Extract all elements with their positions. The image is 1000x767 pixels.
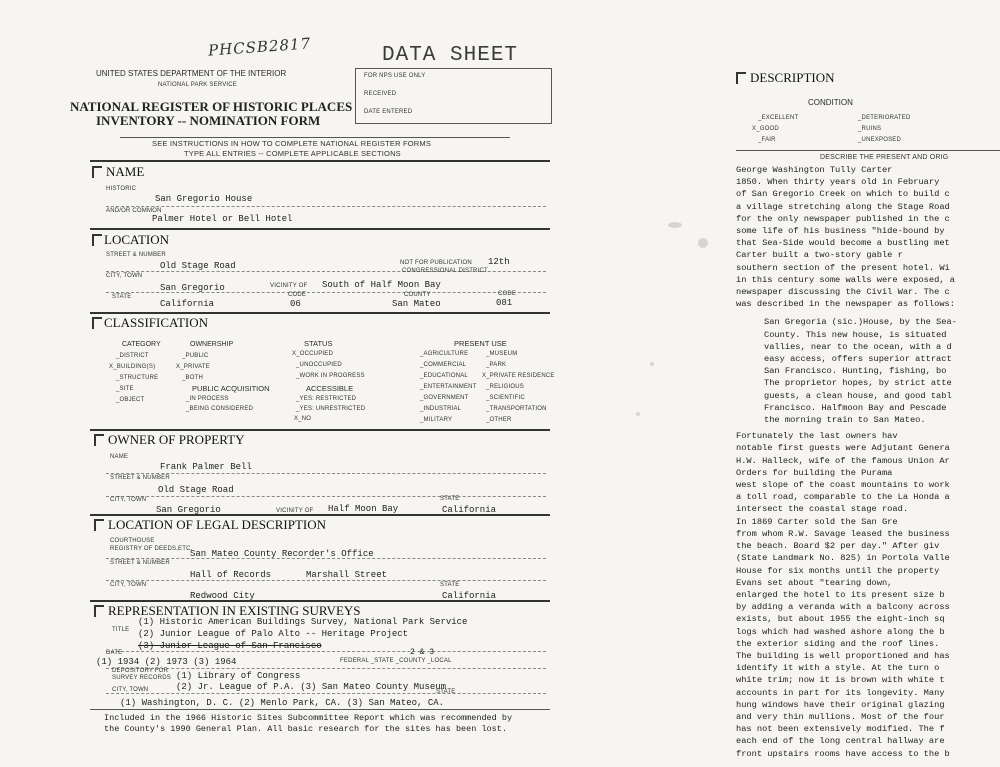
use-a-6: _INDUSTRIAL [420, 406, 462, 412]
survey-date-label: DATE [106, 650, 123, 656]
survey-title-label: TITLE [112, 627, 130, 633]
use-a-4: _ENTERTAINMENT [420, 384, 477, 390]
condition-a-3: _FAIR [758, 137, 776, 143]
depository-city-label: CITY, TOWN [112, 687, 149, 693]
desc-line: notable first guests were Adjutant Genera [736, 443, 950, 454]
use-a-3: _EDUCATIONAL [420, 373, 468, 379]
desc-line: Fortunately the last owners hav [736, 431, 898, 442]
stamp-line-3: DATE ENTERED [364, 109, 413, 115]
nps-stamp-box [355, 68, 552, 124]
survey-note-1: Included in the 1966 Historic Sites Subcommittee Report which was recommended by [104, 713, 513, 723]
owner-street-label: STREET & NUMBER [110, 475, 170, 481]
location-city-label: CITY, TOWN [106, 273, 143, 279]
vicinity-value: South of Half Moon Bay [322, 280, 441, 290]
use-b-2: _PARK [486, 362, 507, 368]
stamp-line-1: FOR NPS USE ONLY [364, 73, 426, 79]
desc-line: (State Landmark No. 825) in Portola Valle [736, 553, 950, 564]
desc-line: southern section of the present hotel. Wi [736, 262, 950, 273]
stamp-line-2: RECEIVED [364, 91, 397, 97]
col-category: CATEGORY [122, 341, 161, 348]
condition-b-1: _DETERIORATED [858, 115, 911, 121]
survey-dates: (1) 1934 (2) 1973 (3) 1964 [96, 657, 237, 667]
desc-line: front upstairs rooms have access to the b [736, 748, 950, 759]
desc-line: a toll road, comparable to the La Honda a [736, 492, 950, 503]
use-b-7: _OTHER [486, 417, 512, 423]
description-body [736, 164, 1000, 760]
acquisition-heading: PUBLIC ACQUISITION [192, 384, 270, 393]
depository-label-1: DEPOSITORY FOR [112, 668, 169, 674]
desc-line: House for six months until the property [736, 565, 940, 576]
quote-line: vallies, near to the ocean, with a d [764, 341, 952, 352]
state-label: STATE [112, 294, 132, 300]
historic-label: HISTORIC [106, 186, 137, 192]
section-legal-heading: LOCATION OF LEGAL DESCRIPTION [108, 517, 326, 532]
quote-line: The proprietor hopes, by strict atte [764, 378, 952, 389]
desc-line: accounts in part for its longevity. Many [736, 687, 945, 698]
desc-line: the exterior siding and the roof lines. [736, 638, 940, 649]
use-b-6: _TRANSPORTATION [486, 406, 547, 412]
section-description-heading: DESCRIPTION [750, 70, 835, 85]
historic-value: San Gregorio House [155, 194, 253, 204]
agency-line-1: UNITED STATES DEPARTMENT OF THE INTERIOR [96, 69, 287, 78]
desc-line: The building is well proportioned and has [736, 650, 950, 661]
district-value: 12th [488, 257, 510, 267]
desc-line: logs which had washed ashore along the b [736, 626, 945, 637]
state-code-value: 06 [290, 299, 301, 309]
district-label: CONGRESSIONAL DISTRICT [402, 268, 488, 274]
handwritten-id: PHCSB2817 [207, 34, 312, 60]
quote-line: Francisco. Halfmoon Bay and Pescade [764, 402, 947, 413]
ownership-1: _PUBLIC [182, 353, 209, 359]
county-value: San Mateo [392, 299, 441, 309]
category-3: _STRUCTURE [116, 375, 159, 381]
owner-city-label: CITY, TOWN [110, 497, 147, 503]
desc-line: newspaper discussing the Civil War. The c [736, 287, 950, 298]
courthouse-label-1: COURTHOUSE [110, 538, 155, 544]
desc-line: intersect the coastal stage road. [736, 504, 909, 515]
quote-line: County. This new house, is situated [764, 329, 947, 340]
quote-line: San Gregoria (sic.)House, by the Sea- [764, 317, 957, 328]
desc-line: 1850. When thirty years old in February [736, 177, 940, 188]
use-a-7: _MILITARY [420, 417, 453, 423]
desc-line: exists, but about 1955 the eight-inch sq [736, 614, 945, 625]
desc-line: west slope of the coast mountains to work [736, 480, 950, 491]
category-1: _DISTRICT [116, 353, 149, 359]
desc-line: by adding a veranda with a balcony across [736, 602, 950, 613]
section-surveys-heading: REPRESENTATION IN EXISTING SURVEYS [108, 603, 361, 618]
desc-line: from whom R.W. Savage leased the business [736, 528, 950, 539]
status-2: _UNOCCUPIED [296, 362, 342, 368]
desc-line: a village stretching along the Stage Road [736, 201, 950, 212]
accessible-1: _YES: RESTRICTED [296, 396, 357, 402]
status-1: X_OCCUPIED [292, 351, 334, 357]
agency-line-2: NATIONAL PARK SERVICE [158, 82, 237, 88]
owner-vicinity-value: Half Moon Bay [328, 504, 399, 514]
condition-b-3: _UNEXPOSED [858, 137, 902, 143]
common-value: Palmer Hotel or Bell Hotel [152, 214, 293, 224]
accessible-3: X_NO [294, 416, 312, 422]
desc-line: has not been extensively modified. The f [736, 724, 945, 735]
legal-city-label: CITY, TOWN [110, 582, 147, 588]
survey-title-1: (1) Historic American Buildings Survey, National Park Service [138, 617, 468, 627]
not-for-publication-label: NOT FOR PUBLICATION [400, 260, 472, 266]
desc-line: George Washington Tully Carter [736, 165, 893, 175]
use-b-5: _SCIENTIFIC [486, 395, 525, 401]
desc-line: that Sea-Side would become a bustling met [736, 238, 950, 249]
legal-street-value-1: Hall of Records [190, 570, 272, 580]
survey-levels-num: 2 & 3 [410, 648, 435, 657]
county-code-label: CODE [498, 291, 517, 297]
desc-line: for the only newspaper published in the c [736, 213, 950, 224]
courthouse-value: San Mateo County Recorder's Office [190, 549, 374, 559]
desc-line: hung windows have their original glazing [736, 699, 945, 710]
survey-levels: FEDERAL _STATE _COUNTY _LOCAL [340, 658, 452, 664]
ownership-2: X_PRIVATE [176, 364, 210, 370]
col-present-use: PRESENT USE [454, 339, 507, 348]
survey-title-2: (2) Junior League of Palo Alto -- Heritage Project [138, 629, 409, 639]
courthouse-label-2: REGISTRY OF DEEDS,ETC. [110, 546, 193, 552]
desc-line: Carter built a two-story gable r [736, 250, 903, 261]
legal-city-value: Redwood City [190, 591, 255, 601]
desc-line: and very thin mullions. Most of the four [736, 711, 945, 722]
use-a-2: _COMMERCIAL [420, 362, 467, 368]
section-classification-heading: CLASSIFICATION [104, 315, 209, 330]
depository-2: (2) Jr. League of P.A. (3) San Mateo County Museum [176, 682, 447, 692]
owner-state-value: California [442, 505, 497, 515]
newspaper-quote [736, 316, 1000, 426]
legal-street-label: STREET & NUMBER [110, 560, 170, 566]
state-value: California [160, 299, 215, 309]
quote-line: the morning train to San Mateo. [764, 415, 926, 426]
desc-line: identify it with a style. At the turn o [736, 663, 940, 674]
desc-line: In 1869 Carter sold the San Gre [736, 516, 898, 527]
desc-line: of San Gregorio Creek on which to build c [736, 189, 950, 200]
legal-state-label: STATE [440, 582, 460, 588]
acquisition-1: _IN PROCESS [186, 396, 229, 402]
state-code-label: CODE [288, 292, 307, 298]
section-owner-heading: OWNER OF PROPERTY [108, 432, 245, 447]
survey-note-2: the County's 1990 General Plan. All basic research for the sites has been lost. [104, 724, 507, 734]
accessible-2: _YES: UNRESTRICTED [296, 406, 366, 412]
section-name-heading: NAME [106, 164, 145, 179]
condition-b-2: _RUINS [858, 126, 882, 132]
condition-a-1: _EXCELLENT [758, 115, 799, 121]
quote-line: guests, a clean house, and good tabl [764, 390, 952, 401]
vicinity-label: VICINITY OF [270, 283, 308, 289]
instructions-1: SEE INSTRUCTIONS IN HOW TO COMPLETE NATIONAL REGISTER FORMS [152, 139, 432, 148]
condition-a-2: X_GOOD [752, 126, 779, 132]
desc-line: enlarged the hotel to its present size b [736, 589, 945, 600]
instructions-2: TYPE ALL ENTRIES -- COMPLETE APPLICABLE SECTIONS [184, 149, 401, 158]
legal-street-value-2: Marshall Street [306, 570, 388, 580]
owner-vicinity-label: VICINITY OF [276, 508, 314, 514]
owner-city-value: San Gregorio [156, 505, 221, 515]
use-b-4: _RELIGIOUS [486, 384, 525, 390]
depository-city-value: (1) Washington, D. C. (2) Menlo Park, CA. (3) San Mateo, CA. [120, 698, 445, 708]
status-3: _WORK IN PROGRESS [296, 373, 365, 379]
legal-state-value: California [442, 591, 497, 601]
describe-label: DESCRIBE THE PRESENT AND ORIG [820, 154, 949, 161]
owner-street-value: Old Stage Road [158, 485, 234, 495]
use-b-1: _MUSEUM [486, 351, 518, 357]
quote-line: easy access, offers superior attract [764, 354, 952, 365]
desc-line: white trim; now it is brown with white t [736, 675, 945, 686]
depository-label-2: SURVEY RECORDS [112, 675, 171, 681]
county-code-value: 081 [496, 298, 513, 308]
col-status: STATUS [304, 339, 333, 348]
depository-1: (1) Library of Congress [176, 671, 301, 681]
section-location-heading: LOCATION [104, 232, 169, 247]
owner-name-value: Frank Palmer Bell [160, 462, 252, 472]
use-a-1: _AGRICULTURE [420, 351, 469, 357]
owner-state-label: STATE [440, 496, 460, 502]
desc-line: some life of his business "hide-bound by [736, 226, 945, 237]
quote-line: San Francisco. Hunting, fishing, bo [764, 366, 947, 377]
common-label: AND/OR COMMON [106, 208, 162, 214]
survey-title-3: (3) Junior League of San Francisco [138, 641, 322, 651]
desc-line: H.W. Halleck, wife of the famous Union Ar [736, 455, 950, 466]
desc-line: was described in the newspaper as follows: [736, 299, 955, 310]
category-2: X_BUILDING(S) [109, 364, 156, 370]
location-city-value: San Gregorio [160, 283, 225, 293]
data-sheet-title: DATA SHEET [382, 44, 519, 67]
depository-state-label: STATE [436, 689, 456, 695]
owner-name-label: NAME [110, 454, 129, 460]
desc-line: Orders for building the Purama [736, 467, 893, 478]
desc-line: in this century some walls were exposed, a [736, 274, 955, 285]
form-title-1: NATIONAL REGISTER OF HISTORIC PLACES [70, 99, 353, 114]
acquisition-2: _BEING CONSIDERED [186, 406, 254, 412]
desc-line: each end of the long central hallway are [736, 736, 945, 747]
desc-line: Evans set about "tearing down, [736, 577, 893, 588]
condition-label: CONDITION [808, 98, 853, 107]
use-b-3: X_PRIVATE RESIDENCE [482, 373, 555, 379]
county-label: COUNTY [404, 292, 431, 298]
location-street-label: STREET & NUMBER [106, 252, 166, 258]
desc-line: the beach. Board $2 per day." After giv [736, 541, 940, 552]
category-5: _OBJECT [116, 397, 145, 403]
location-street-value: Old Stage Road [160, 261, 236, 271]
use-a-5: _GOVERNMENT [420, 395, 469, 401]
accessible-heading: ACCESSIBLE [306, 384, 354, 393]
ownership-3: _BOTH [182, 375, 204, 381]
category-4: _SITE [116, 386, 134, 392]
form-title-2: INVENTORY -- NOMINATION FORM [96, 113, 321, 128]
col-ownership: OWNERSHIP [190, 341, 234, 348]
